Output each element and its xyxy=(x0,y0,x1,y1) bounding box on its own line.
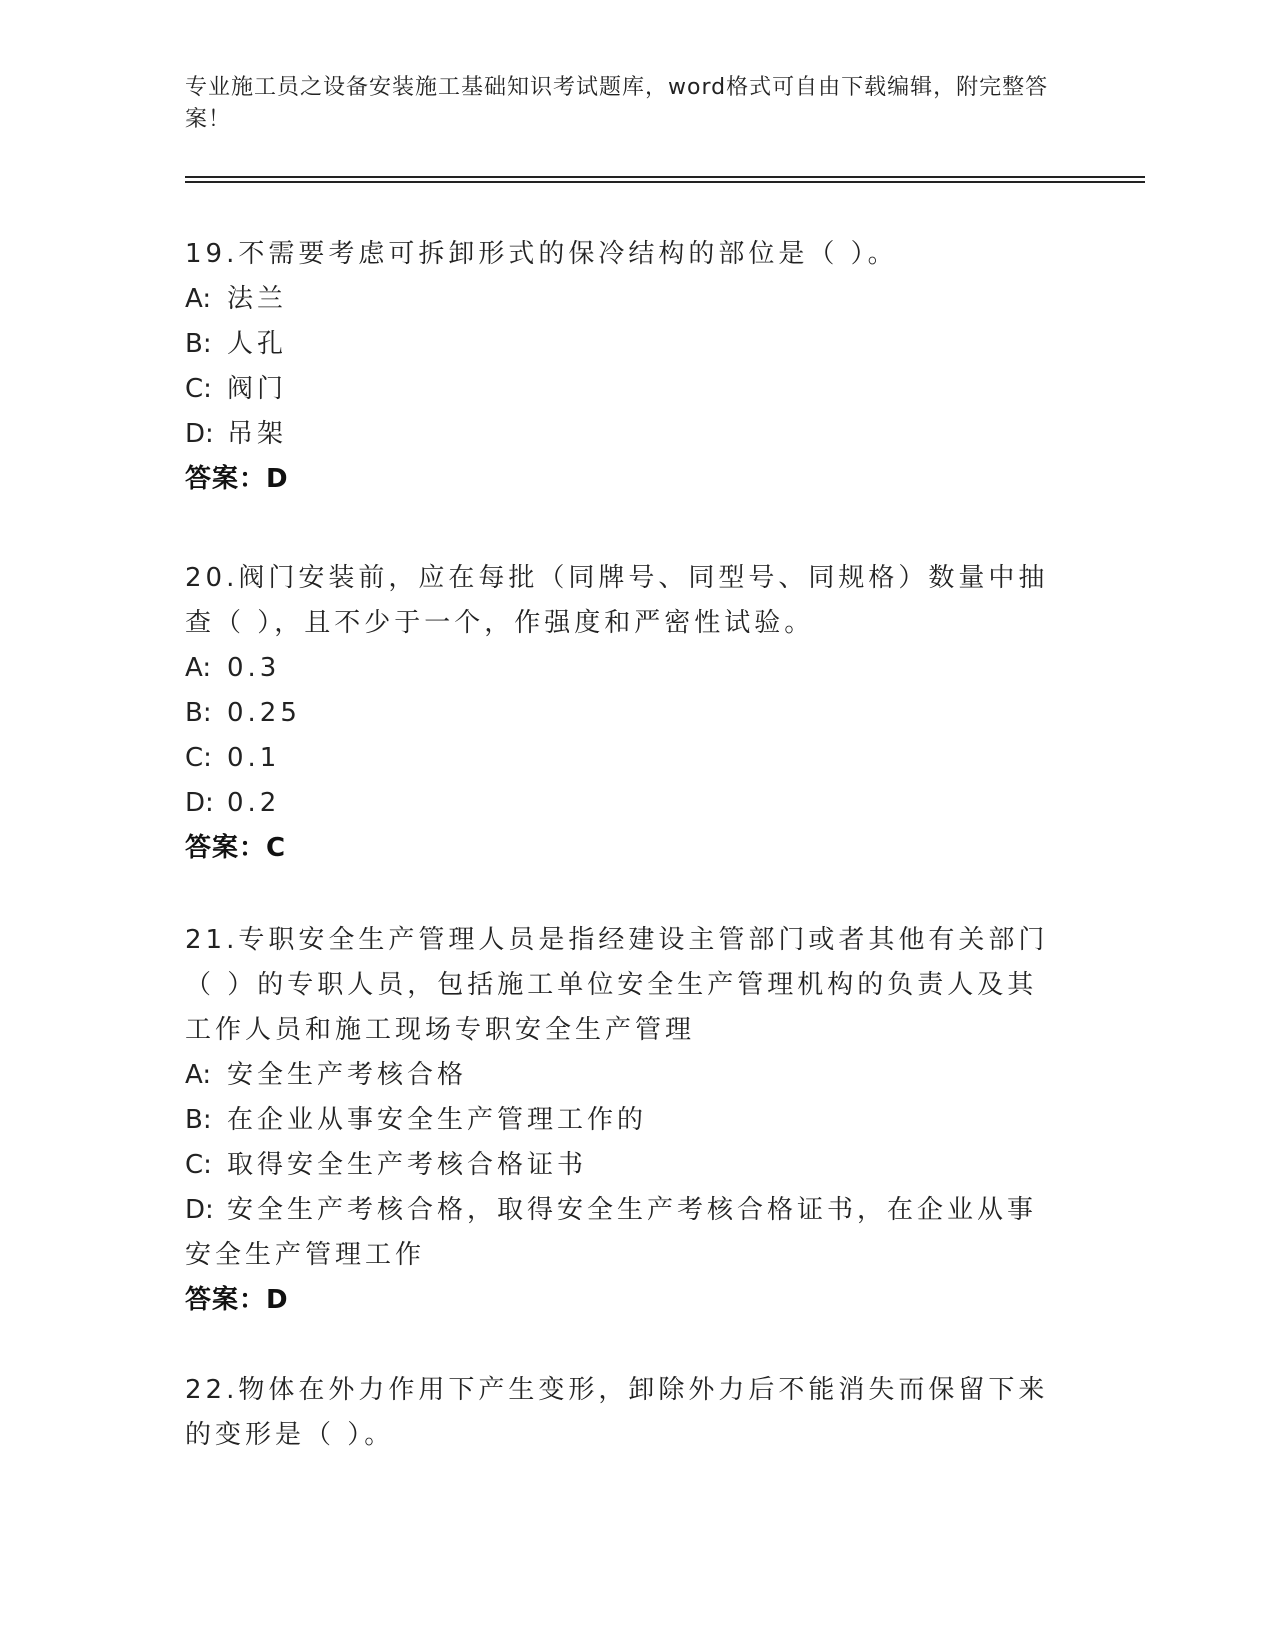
option-key: C: xyxy=(185,1150,212,1180)
option-text: 阀门 xyxy=(227,374,288,404)
answer-label: 答案： xyxy=(185,1285,267,1315)
option-key: B: xyxy=(185,329,212,359)
option-b xyxy=(185,322,1065,367)
answer-line xyxy=(185,826,1065,871)
answer-label: 答案： xyxy=(185,464,267,494)
option-text: 0.2 xyxy=(227,788,281,818)
option-text: 在企业从事安全生产管理工作的 xyxy=(227,1105,648,1135)
option-key: A: xyxy=(185,284,212,314)
question-number: 21. xyxy=(185,925,239,955)
question-text: 专职安全生产管理人员是指经建设主管部门或者其他有关部门（ ）的专职人员，包括施工单位安全生产管理机构的负责人及其工作人员和施工现场专职安全生产管理 xyxy=(185,925,1049,1045)
option-d xyxy=(185,781,1065,826)
question-22 xyxy=(185,1368,1065,1458)
question-stem xyxy=(185,918,1065,1053)
option-text: 吊架 xyxy=(227,419,288,449)
option-c xyxy=(185,736,1065,781)
question-stem xyxy=(185,232,1065,277)
question-number: 22. xyxy=(185,1375,239,1405)
option-key: B: xyxy=(185,698,212,728)
option-key: D: xyxy=(185,788,214,818)
option-key: D: xyxy=(185,419,214,449)
question-stem xyxy=(185,556,1065,646)
option-key: C: xyxy=(185,374,212,404)
option-text: 法兰 xyxy=(227,284,288,314)
header-divider-bottom xyxy=(185,181,1145,183)
answer-value: D xyxy=(266,464,289,494)
option-a xyxy=(185,277,1065,322)
header-divider-top xyxy=(185,176,1145,178)
question-19 xyxy=(185,232,1065,502)
option-key: A: xyxy=(185,1060,212,1090)
option-b xyxy=(185,691,1065,736)
option-d xyxy=(185,1188,1065,1278)
question-text: 阀门安装前，应在每批（同牌号、同型号、同规格）数量中抽查（ ），且不少于一个，作强度和严密性试验。 xyxy=(185,563,1049,638)
option-text: 取得安全生产考核合格证书 xyxy=(227,1150,588,1180)
answer-line xyxy=(185,457,1065,502)
option-text: 安全生产考核合格，取得安全生产考核合格证书，在企业从事安全生产管理工作 xyxy=(185,1195,1038,1270)
option-c xyxy=(185,367,1065,412)
question-text: 物体在外力作用下产生变形，卸除外力后不能消失而保留下来的变形是（ ）。 xyxy=(185,1375,1049,1450)
option-c xyxy=(185,1143,1065,1188)
option-key: A: xyxy=(185,653,212,683)
question-number: 19. xyxy=(185,239,239,269)
option-a xyxy=(185,1053,1065,1098)
question-number: 20. xyxy=(185,563,239,593)
answer-value: C xyxy=(266,833,287,863)
option-text: 0.1 xyxy=(227,743,281,773)
question-stem xyxy=(185,1368,1065,1458)
option-text: 人孔 xyxy=(227,329,288,359)
option-key: D: xyxy=(185,1195,214,1225)
option-key: B: xyxy=(185,1105,212,1135)
option-key: C: xyxy=(185,743,212,773)
option-a xyxy=(185,646,1065,691)
option-d xyxy=(185,412,1065,457)
answer-line xyxy=(185,1278,1065,1323)
question-text: 不需要考虑可拆卸形式的保冷结构的部位是（ ）。 xyxy=(238,239,898,269)
question-21 xyxy=(185,918,1065,1323)
document-header: 专业施工员之设备安装施工基础知识考试题库，word格式可自由下载编辑，附完整答案！ xyxy=(185,75,1049,132)
question-20 xyxy=(185,556,1065,871)
answer-label: 答案： xyxy=(185,833,267,863)
option-text: 0.25 xyxy=(227,698,301,728)
option-b xyxy=(185,1098,1065,1143)
option-text: 安全生产考核合格 xyxy=(227,1060,468,1090)
option-text: 0.3 xyxy=(227,653,281,683)
answer-value: D xyxy=(266,1285,289,1315)
